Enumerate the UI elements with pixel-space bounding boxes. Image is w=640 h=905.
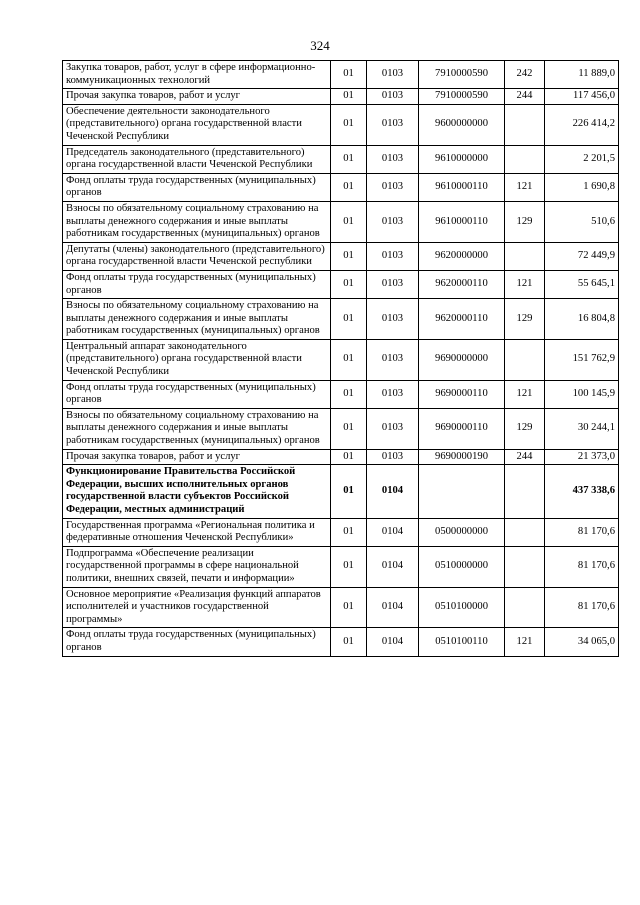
subsection-code-cell: 0103 xyxy=(367,89,419,105)
table-row xyxy=(63,587,619,628)
row-name-cell: Взносы по обязательному социальному страхованию на выплаты денежного содержания и иные выплаты работникам государственных (муниципальных) органов xyxy=(63,201,331,242)
subsection-code-cell: 0104 xyxy=(367,587,419,628)
expense-type-cell xyxy=(505,145,545,173)
section-code-cell: 01 xyxy=(331,173,367,201)
section-code-cell: 01 xyxy=(331,242,367,270)
table-row xyxy=(63,61,619,89)
expense-type-cell: 129 xyxy=(505,299,545,340)
target-article-cell: 7910000590 xyxy=(419,89,505,105)
table-row xyxy=(63,408,619,449)
expense-type-cell xyxy=(505,546,545,587)
amount-cell: 11 889,0 xyxy=(545,61,619,89)
expense-type-cell: 121 xyxy=(505,173,545,201)
row-name-cell: Фонд оплаты труда государственных (муниципальных) органов xyxy=(63,173,331,201)
row-name-cell: Фонд оплаты труда государственных (муниципальных) органов xyxy=(63,270,331,298)
target-article-cell: 9620000110 xyxy=(419,299,505,340)
expense-type-cell: 244 xyxy=(505,89,545,105)
section-code-cell: 01 xyxy=(331,299,367,340)
subsection-code-cell: 0103 xyxy=(367,61,419,89)
table-row xyxy=(63,628,619,656)
expense-type-cell: 242 xyxy=(505,61,545,89)
subsection-code-cell: 0103 xyxy=(367,380,419,408)
subsection-code-cell: 0103 xyxy=(367,242,419,270)
section-code-cell: 01 xyxy=(331,449,367,465)
section-code-cell: 01 xyxy=(331,380,367,408)
table-row xyxy=(63,104,619,145)
section-code-cell: 01 xyxy=(331,61,367,89)
table-row xyxy=(63,449,619,465)
table-row xyxy=(63,339,619,380)
row-name-cell: Взносы по обязательному социальному страхованию на выплаты денежного содержания и иные выплаты работникам государственных (муниципальных) органов xyxy=(63,408,331,449)
target-article-cell xyxy=(419,465,505,518)
expense-type-cell xyxy=(505,242,545,270)
section-code-cell: 01 xyxy=(331,408,367,449)
table-row xyxy=(63,89,619,105)
subsection-code-cell: 0103 xyxy=(367,299,419,340)
amount-cell: 81 170,6 xyxy=(545,518,619,546)
expense-type-cell xyxy=(505,465,545,518)
amount-cell: 21 373,0 xyxy=(545,449,619,465)
section-code-cell: 01 xyxy=(331,201,367,242)
amount-cell: 437 338,6 xyxy=(545,465,619,518)
section-code-cell: 01 xyxy=(331,89,367,105)
row-name-cell: Прочая закупка товаров, работ и услуг xyxy=(63,89,331,105)
amount-cell: 117 456,0 xyxy=(545,89,619,105)
subsection-code-cell: 0104 xyxy=(367,465,419,518)
subsection-code-cell: 0103 xyxy=(367,145,419,173)
table-row xyxy=(63,465,619,518)
amount-cell: 34 065,0 xyxy=(545,628,619,656)
amount-cell: 151 762,9 xyxy=(545,339,619,380)
target-article-cell: 0510100000 xyxy=(419,587,505,628)
subsection-code-cell: 0104 xyxy=(367,546,419,587)
subsection-code-cell: 0104 xyxy=(367,518,419,546)
expense-type-cell: 244 xyxy=(505,449,545,465)
row-name-cell: Председатель законодательного (представительного) органа государственной власти Чеченской Республики xyxy=(63,145,331,173)
table-row xyxy=(63,270,619,298)
section-code-cell: 01 xyxy=(331,145,367,173)
row-name-cell: Взносы по обязательному социальному страхованию на выплаты денежного содержания и иные выплаты работникам государственных (муниципальных) органов xyxy=(63,299,331,340)
target-article-cell: 9610000000 xyxy=(419,145,505,173)
page-number: 324 xyxy=(310,38,330,53)
expense-type-cell xyxy=(505,104,545,145)
expense-type-cell: 129 xyxy=(505,408,545,449)
row-name-cell: Обеспечение деятельности законодательного (представительного) органа государственной власти Чеченской Республики xyxy=(63,104,331,145)
section-code-cell: 01 xyxy=(331,587,367,628)
target-article-cell: 9610000110 xyxy=(419,173,505,201)
expense-type-cell xyxy=(505,518,545,546)
row-name-cell: Фонд оплаты труда государственных (муниципальных) органов xyxy=(63,380,331,408)
table-row xyxy=(63,299,619,340)
row-name-cell: Функционирование Правительства Российской Федерации, высших исполнительных органов государственной власти субъектов Российской Федерации, местных администраций xyxy=(63,465,331,518)
subsection-code-cell: 0104 xyxy=(367,628,419,656)
amount-cell: 30 244,1 xyxy=(545,408,619,449)
amount-cell: 226 414,2 xyxy=(545,104,619,145)
target-article-cell: 9690000110 xyxy=(419,380,505,408)
expense-type-cell: 129 xyxy=(505,201,545,242)
expense-type-cell: 121 xyxy=(505,628,545,656)
section-code-cell: 01 xyxy=(331,518,367,546)
table-row xyxy=(63,546,619,587)
row-name-cell: Подпрограмма «Обеспечение реализации государственной программы в сфере национальной политики, внешних связей, печати и информации» xyxy=(63,546,331,587)
amount-cell: 72 449,9 xyxy=(545,242,619,270)
expense-type-cell xyxy=(505,587,545,628)
target-article-cell: 9690000110 xyxy=(419,408,505,449)
subsection-code-cell: 0103 xyxy=(367,339,419,380)
table-row xyxy=(63,145,619,173)
target-article-cell: 0500000000 xyxy=(419,518,505,546)
table-row xyxy=(63,518,619,546)
subsection-code-cell: 0103 xyxy=(367,270,419,298)
target-article-cell: 7910000590 xyxy=(419,61,505,89)
amount-cell: 81 170,6 xyxy=(545,587,619,628)
subsection-code-cell: 0103 xyxy=(367,104,419,145)
expense-type-cell: 121 xyxy=(505,380,545,408)
amount-cell: 510,6 xyxy=(545,201,619,242)
section-code-cell: 01 xyxy=(331,628,367,656)
row-name-cell: Центральный аппарат законодательного (представительного) органа государственной власти Чеченской Республики xyxy=(63,339,331,380)
table-row xyxy=(63,201,619,242)
section-code-cell: 01 xyxy=(331,465,367,518)
row-name-cell: Фонд оплаты труда государственных (муниципальных) органов xyxy=(63,628,331,656)
section-code-cell: 01 xyxy=(331,104,367,145)
target-article-cell: 0510000000 xyxy=(419,546,505,587)
target-article-cell: 9620000000 xyxy=(419,242,505,270)
table-row xyxy=(63,380,619,408)
amount-cell: 16 804,8 xyxy=(545,299,619,340)
target-article-cell: 9690000190 xyxy=(419,449,505,465)
target-article-cell: 9610000110 xyxy=(419,201,505,242)
amount-cell: 81 170,6 xyxy=(545,546,619,587)
target-article-cell: 9600000000 xyxy=(419,104,505,145)
row-name-cell: Прочая закупка товаров, работ и услуг xyxy=(63,449,331,465)
target-article-cell: 9620000110 xyxy=(419,270,505,298)
row-name-cell: Государственная программа «Региональная политика и федеративные отношения Чеченской Республики» xyxy=(63,518,331,546)
target-article-cell: 0510100110 xyxy=(419,628,505,656)
amount-cell: 2 201,5 xyxy=(545,145,619,173)
section-code-cell: 01 xyxy=(331,270,367,298)
budget-table xyxy=(62,60,619,657)
section-code-cell: 01 xyxy=(331,546,367,587)
table-row xyxy=(63,242,619,270)
amount-cell: 55 645,1 xyxy=(545,270,619,298)
subsection-code-cell: 0103 xyxy=(367,201,419,242)
target-article-cell: 9690000000 xyxy=(419,339,505,380)
subsection-code-cell: 0103 xyxy=(367,449,419,465)
expense-type-cell: 121 xyxy=(505,270,545,298)
amount-cell: 1 690,8 xyxy=(545,173,619,201)
subsection-code-cell: 0103 xyxy=(367,173,419,201)
section-code-cell: 01 xyxy=(331,339,367,380)
amount-cell: 100 145,9 xyxy=(545,380,619,408)
row-name-cell: Закупка товаров, работ, услуг в сфере информационно-коммуникационных технологий xyxy=(63,61,331,89)
expense-type-cell xyxy=(505,339,545,380)
row-name-cell: Основное мероприятие «Реализация функций аппаратов исполнителей и участников государственной программы» xyxy=(63,587,331,628)
subsection-code-cell: 0103 xyxy=(367,408,419,449)
row-name-cell: Депутаты (члены) законодательного (представительного) органа государственной власти Чеченской республики xyxy=(63,242,331,270)
table-row xyxy=(63,173,619,201)
